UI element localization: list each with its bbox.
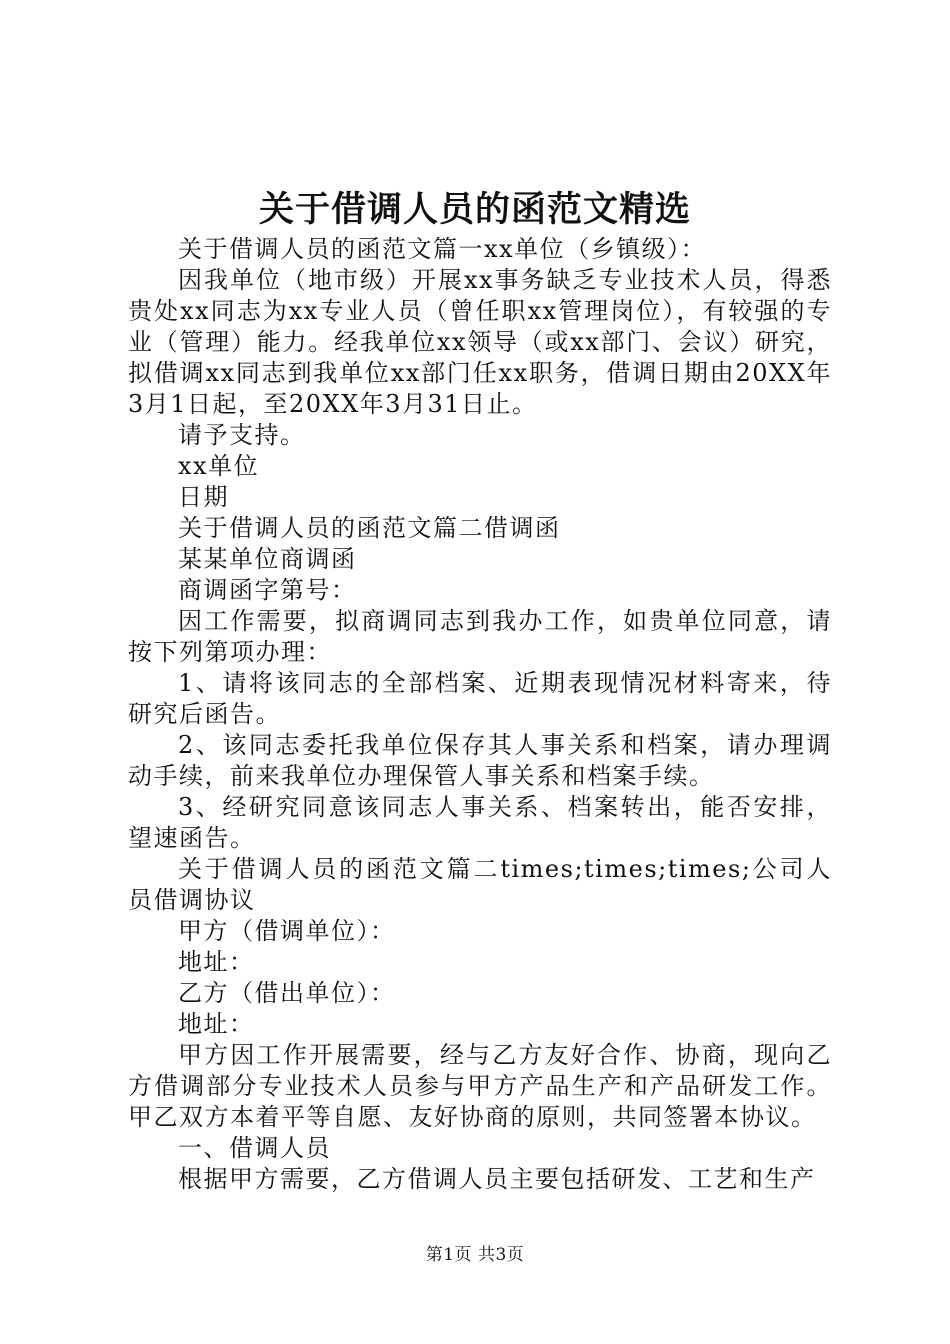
paragraph: 关于借调人员的函范文篇二借调函 — [178, 514, 561, 542]
paragraph: 请予支持。 — [178, 421, 306, 449]
paragraph: 1、请将该同志的全部档案、近期表现情况材料寄来，待研究后函告。 — [128, 669, 832, 728]
document-body — [128, 234, 832, 1195]
page-footer: 第1页 共3页 — [425, 1245, 525, 1265]
paragraph: 关于借调人员的函范文篇一xx单位（乡镇级）： — [178, 235, 707, 263]
document-title: 关于借调人员的函范文精选 — [258, 189, 691, 230]
paragraph: 地址： — [178, 948, 255, 976]
paragraph: 2、该同志委托我单位保存其人事关系和档案，请办理调动手续，前来我单位办理保管人事关系和档案手续。 — [128, 731, 832, 790]
paragraph: 某某单位商调函 — [178, 545, 357, 573]
paragraph: 根据甲方需要，乙方借调人员主要包括研发、工艺和生产 — [178, 1165, 816, 1193]
paragraph: 地址： — [178, 1010, 255, 1038]
paragraph: 甲方因工作开展需要，经与乙方友好合作、协商，现向乙方借调部分专业技术人员参与甲方产品生产和产品研发工作。甲乙双方本着平等自愿、友好协商的原则，共同签署本协议。 — [128, 1041, 832, 1131]
paragraph: 因我单位（地市级）开展xx事务缺乏专业技术人员，得悉贵处xx同志为xx专业人员（曾任职xx管理岗位），有较强的专业（管理）能力。经我单位xx领导（或xx部门、会议）研究，拟借调xx同志到我单位xx部门任xx职务，借调日期由20XX年3月1日起，至20XX年3月31日止。 — [128, 266, 832, 418]
paragraph: 日期 — [178, 483, 229, 511]
paragraph: 商调函字第号： — [178, 576, 357, 604]
paragraph: xx单位 — [178, 452, 260, 480]
paragraph: 乙方（借出单位）： — [178, 979, 396, 1007]
paragraph: 甲方（借调单位）： — [178, 917, 396, 945]
paragraph: 因工作需要，拟商调同志到我办工作，如贵单位同意，请按下列第项办理： — [128, 607, 832, 666]
paragraph: 关于借调人员的函范文篇二times;times;times;公司人员借调协议 — [128, 855, 832, 914]
paragraph: 一、借调人员 — [178, 1134, 331, 1162]
paragraph: 3、经研究同意该同志人事关系、档案转出，能否安排，望速函告。 — [128, 793, 832, 852]
